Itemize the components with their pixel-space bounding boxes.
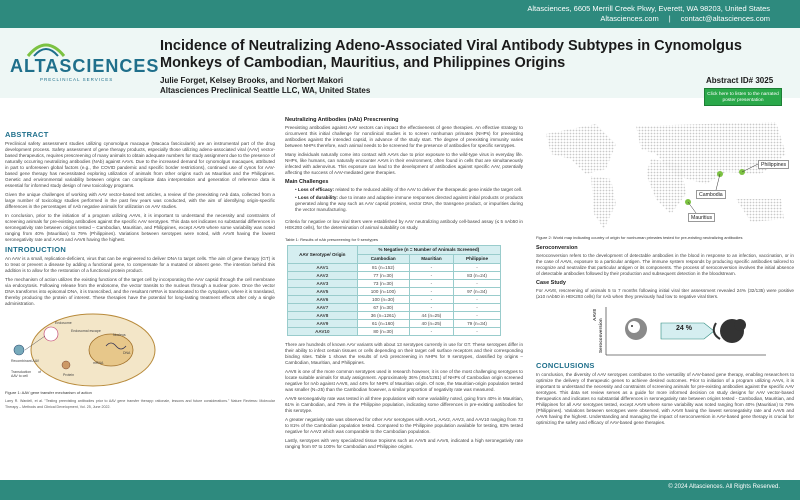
poster-title: Incidence of Neutralizing Adeno-Associated Viral Antibody Subtypes in Cynomolgus Monkeys of Cambodian, Mauritius, and Philippines Origins <box>160 38 742 71</box>
logo-word: ALTASCIENCES <box>10 56 160 76</box>
table-row <box>288 328 501 336</box>
table-cell-mauritian: - <box>409 288 453 296</box>
challenge-bullet: • Loss of efficacy: related to the reduced ability of the AAV to deliver the therapeutic gene inside the target cell. <box>295 187 523 192</box>
address: Altasciences, 6605 Merrill Creek Pkwy, Everett, WA 98203, United States <box>527 4 770 13</box>
case-percent: 24 % <box>676 325 692 332</box>
table-cell-mauritian: - <box>409 264 453 272</box>
table-row <box>288 264 501 272</box>
results-paragraph: AAV8 is one of the more common serotypes used in research however, it is one of the most challenging serotypes to locate suitable animals for study assignment. Approximately 36% (454/1261) of NHPs of Cambodian origin screened negative for nAb against AAV8, and 44% for NHPs of Mauritian origin. Of note, the Mauritian-origin population tested was smaller (N=25) than the Cambodian however, a similar proportion of negativity rate was measured. <box>285 369 523 392</box>
figure-1-caption: Figure 1: AAV gene transfer mechanism of action <box>5 390 92 395</box>
fig1-label: Recombinant AAV <box>11 359 40 363</box>
table-cell-cambodian: 61 (n=160) <box>357 320 409 328</box>
abstract-id: Abstract ID# 3025 <box>706 76 774 85</box>
nab-paragraph: Many individuals naturally come into contact with AAVs due to prior exposure to the wild-type virus in everyday life. NHPs, like humans, can naturally encounter AAVs in their environment, often found in cells that are simultaneously infected with adenovirus. This exposure can lead to the development of antibodies against specific AAV, potentially affecting the success of AAV-mediated gene therapies. <box>285 152 523 175</box>
altasciences-logo <box>10 40 160 90</box>
table-cell-serotype: AAV10 <box>288 328 358 336</box>
fig1-label: Transduction of AAV to cell <box>11 370 41 378</box>
table-cell-philippine: 79 (n=34) <box>454 320 501 328</box>
case-study-paragraph: For AAV8, rescreening of animals 5 to 7 months following initial viral titer assessment revealed 24% (32/135) were positive (≥10 nAb50 in HEK293 cells) for nAb when they previously had low to negative viral titers. <box>536 288 794 299</box>
table-cell-mauritian: - <box>409 272 453 280</box>
table-cell-cambodian: 100 (n=100) <box>357 288 409 296</box>
figure-2-caption: Figure 2: World map indicating country of origin for nonhuman primates tested for pre-existing neutralizing antibodies <box>536 235 743 240</box>
map-label-cambodia: Cambodia <box>696 190 726 199</box>
fig1-label: Endosome <box>55 321 72 325</box>
table-cell-philippine: 83 (n=24) <box>454 272 501 280</box>
table-cell-mauritian: 40 (n=25) <box>409 320 453 328</box>
results-paragraph: There are hundreds of known AAV variants with about 13 serotypes currently in use for GT. These serotypes differ in their ability to infect certain tissues or cells depending on their target cell surface receptors and their corresponding binding sites. Table 1 shows the results of nAb prescreening in NHPs for 9 serotypes, classified by origins – Cambodian, Mauritian, and Philippines. <box>285 342 523 365</box>
table-row <box>288 272 501 280</box>
intro-paragraph: An AAV is a small, replication-deficient, virus that can be engineered to deliver DNA to target cells. The aim of gene therapy (GT) is to treat or prevent a disease by adding a functional gene, to compensate for a mutated or absent gene. The intention behind this addition is to allow for the restoration of a functional protein product. <box>5 256 275 273</box>
figure-aav-mechanism <box>11 310 161 388</box>
table-row <box>288 304 501 312</box>
abstract-heading: ABSTRACT <box>5 130 49 139</box>
table-cell-philippine: - <box>454 264 501 272</box>
seroconversion-paragraph: Seroconversion refers to the development of detectable antibodies in the blood in response to an infection, vaccination, or in the case of AAVs, exposure to a particular antigen. The immune system responds by producing specific antibodies tailored to recognize and neutralize that particular antigen or its components. The process of seroconversion involves the initial absence of detectable antibodies followed by their production and subsequent detection in the bloodstream. <box>536 253 794 276</box>
criteria-paragraph: Criteria for negative or low viral titers were established by AAV neutralizing antibody cell-based assay (≤ 5 nAb50 in HEK293 cells), for the determination of animal suitability on study. <box>285 219 523 230</box>
website-link[interactable]: Altasciences.com <box>600 14 659 23</box>
nab-results-table <box>287 245 501 336</box>
table-1-caption: Table 1: Results of nAb prescreening for 9 serotypes <box>285 237 378 242</box>
case-graphic <box>536 303 794 359</box>
column-left <box>5 128 275 410</box>
monkey-icon <box>625 318 647 340</box>
table-cell-serotype: AAV1 <box>288 264 358 272</box>
seroconversion-heading: Seroconversion <box>536 245 578 251</box>
table-cell-cambodian: 80 (n=30) <box>357 328 409 336</box>
table-cell-serotype: AAV3 <box>288 280 358 288</box>
logo-subtitle: PRECLINICAL SERVICES <box>40 77 114 82</box>
table-cell-serotype: AAV8 <box>288 312 358 320</box>
reference: Larry R. Wardell, et al. "Testing preexisting antibodies prior to AAV gene transfer therapy: rationale, lessons and future considerations." Nature Reviews: Molecular Therapy – Methods and Clinical Development, Vol. 25, June 2022. <box>5 399 275 409</box>
conclusions-heading: CONCLUSIONS <box>536 361 595 370</box>
table-row <box>288 280 501 288</box>
nab-heading: Neutralizing Antibodies (nAb) Prescreening <box>285 117 399 123</box>
case-axis-label-top: AAV8 <box>592 309 597 321</box>
table-cell-cambodian: 81 (n=152) <box>357 264 409 272</box>
table-row <box>288 296 501 304</box>
footer-bar <box>0 480 800 500</box>
listen-narration-button[interactable]: Click here to listen to the narrated poster presentation <box>704 88 782 106</box>
affiliation: Altasciences Preclinical Seattle LLC, WA, United States <box>160 86 371 95</box>
table-cell-serotype: AAV9 <box>288 320 358 328</box>
abstract-paragraph: Given the unique challenges of working with AAV vector-based test articles, a review of the preexisting nAb data, collected from a large number of toxicology studies performed in the past few years was conducted, with the aim of identifying origin-specific differences in the percentages of nAb negative animals for utilization on AAV studies. <box>5 192 275 209</box>
column-middle <box>285 114 523 453</box>
table-cell-serotype: AAV6 <box>288 296 358 304</box>
nab-paragraph: Preexisting antibodies against AAV vectors can impact the effectiveness of gene therapies. An effective strategy to circumvent this initial challenge for nonclinical studies is to screen nonhuman primates (NHPs) for preexisting antibodies against the intended capsid, in advance of the study start. The degree of preexisting immunity varies between NHPs therefore, each animal needs to be screened for the presence of antibodies for specific serotypes. <box>285 125 523 148</box>
origin-header: Philippine <box>454 255 501 264</box>
case-study-graphic <box>536 303 794 359</box>
table-cell-serotype: AAV5 <box>288 288 358 296</box>
table-cell-philippine: - <box>454 296 501 304</box>
abstract-paragraph: Preclinical safety assessment studies utilizing cynomolgus macaque (Macaca fascicularis) are an instrumental part of the drug development process. Safety assessment of gene therapy products, especially those utilizing adeno-associated viral (AAV) vector-based therapeutics, requires prescreening of many animals to obtain adequate numbers for study assignment due to the presence of naturally occurring neutralizing antibodies (NAb) against AAVs. Due to the increased demand for cynomolgus macaques, attributed in part to unforeseen global factors (e.g., the COVID pandemic and specific border restrictions), continued use of cynos for AAV-based gene therapy has necessitated exploring utilization of animals from other origins such as Mauritius and the Philippines. Genetic and environmental variability between origins can complicate data interpretation and generation of reference data is essential for informed study design of new toxicology programs. <box>5 141 275 188</box>
world-map-figure <box>536 114 794 234</box>
table-cell-cambodian: 77 (n=30) <box>357 272 409 280</box>
table-cell-cambodian: 100 (n=30) <box>357 296 409 304</box>
table-cell-cambodian: 36 (n=1261) <box>357 312 409 320</box>
challenge-bullet: • Loss of durability: due to innate and adaptive immune responses directed against initial products or products generated along the way such as AAV capsid proteins, vector DNA, the transgene product, or impurities during the vector manufacturing. <box>295 195 523 212</box>
table-row <box>288 320 501 328</box>
table-cell-philippine: - <box>454 328 501 336</box>
col-group-header: % Negative (n = Number of Animals Screened) <box>357 246 500 255</box>
table-cell-philippine: - <box>454 312 501 320</box>
table-cell-serotype: AAV7 <box>288 304 358 312</box>
case-axis-label-bottom: Seroconversion <box>598 318 603 353</box>
contact-info: Altasciences, 6605 Merrill Creek Pkwy, Everett, WA 98203, United States Altasciences.com | contact@altasciences.com <box>527 4 770 23</box>
column-right <box>536 114 794 429</box>
fig1-label: Nucleus <box>113 333 126 337</box>
fig1-label: Protein <box>63 373 75 377</box>
copyright: © 2024 Altasciences. All Rights Reserved. <box>668 484 780 490</box>
origin-header: Mauritian <box>409 255 453 264</box>
table-cell-mauritian: - <box>409 280 453 288</box>
monkey-icon <box>714 319 746 343</box>
case-study-heading: Case Study <box>536 280 566 286</box>
table-cell-mauritian: - <box>409 304 453 312</box>
table-cell-cambodian: 67 (n=30) <box>357 304 409 312</box>
fig1-label: DNA <box>123 351 131 355</box>
challenges-heading: Main Challenges <box>285 179 329 185</box>
table-cell-cambodian: 73 (n=30) <box>357 280 409 288</box>
table-row <box>288 288 501 296</box>
intro-paragraph: The mechanism of action utilizes the existing functions of the target cell by incorporating the AAV capsid through the cell membrane via endocytosis. Following release from the endosome, the vector transits to the nucleus through a nuclear pore. Once the vector DNA transforms into episomal DNA, it is transcribed, and the resultant mRNA is translocated to the cytoplasm, where it is translated, thereby producing the protein of interest. These therapies have the potential for long-lasting treatment effects after only a single administration. <box>5 277 275 306</box>
introduction-heading: INTRODUCTION <box>5 245 67 254</box>
world-map <box>536 114 794 234</box>
conclusions-paragraph: In conclusion, the diversity of AAV serotypes contributes to the versatility of AAV-based gene therapy, enabling researchers to optimize the delivery of therapeutic genes to achieve desired outcomes. Prior to initiation of a program utilizing AAVs, it is important to understand the necessity and constraints of screening animals for pre-existing antibodies against the specific AAV serotypes. This data set review serves as a guide for more informed decision on study designs for AAV vector-based therapeutics and indicates no substantial differences in seronegativity rate between origins tested - Cambodian, Mauritian, and Philippines for all AAV serotypes tested, except AAV9 where some variability was noted ranging from 40% (Mauritian) to 79% (Philippines). Variations between serotypes were observed, with AAV8 having the lowest seronegativity rate and AAV5 and AAV6 having the highest. Understanding and managing the impact of seroconversion in AAV-based gene therapy is crucial for optimizing the safety and efficacy of AAV-based gene therapies. <box>536 372 794 425</box>
results-paragraph: Lastly, serotypes with very specialized tissue tropisms such as AAV5 and AAV6, indicated a high seronegativity rate ranging from 97 to 100% for Cambodian and Philippine origins. <box>285 438 523 449</box>
table-cell-serotype: AAV2 <box>288 272 358 280</box>
col-serotype-header: AAV Serotype/ Origin <box>288 246 358 264</box>
results-paragraph: AAV9 seronegativity rate was tested in all three populations with some variability noted, going from 40% in Mauritian, 61% in Cambodian, and 79% in the Philippine population, indicating some differences in pre-existing antibodies for this serotype. <box>285 396 523 413</box>
table-row <box>288 312 501 320</box>
map-label-mauritius: Mauritius <box>688 213 715 222</box>
table-cell-mauritian: 44 (n=25) <box>409 312 453 320</box>
authors: Julie Forget, Kelsey Brooks, and Norbert Makori <box>160 76 344 85</box>
results-paragraph: A greater negativity rate was observed for other AAV serotypes with AAV1, AAV2, AAV3, and AAV10 ranging from 73 to 81% of the Cambodian population tested. Compared to the Philippine population available for testing, 83% tested negative for AAV2 which was comparable to the Cambodian population. <box>285 417 523 434</box>
email-link[interactable]: contact@altasciences.com <box>680 14 770 23</box>
table-cell-philippine: 97 (n=34) <box>454 288 501 296</box>
fig1-label: Endosomal escape <box>71 329 101 333</box>
table-cell-philippine: - <box>454 280 501 288</box>
table-cell-mauritian: - <box>409 296 453 304</box>
table-cell-philippine: - <box>454 304 501 312</box>
table-cell-mauritian: - <box>409 328 453 336</box>
origin-header: Cambodian <box>357 255 409 264</box>
abstract-paragraph: In conclusion, prior to the initiation of a program utilizing AAVs, it is important to understand the necessity and constraints of screening animals for pre-existing antibodies against the specific AAV serotypes. This data set indicates no substantial differences in seronegativity rate between origins tested – Cambodian, Mauritian, and Philippines, except AAV9 where some variability was noted ranging from 40% (Mauritian) to 79% (Philippines). Variations between serotypes were noted, with AAV8 having the lowest seronegativity rate and AAV5 and AAV6 having the highest. <box>5 213 275 242</box>
fig1-label: mRNA <box>93 361 104 365</box>
map-label-philippines: Philippines <box>758 160 789 169</box>
